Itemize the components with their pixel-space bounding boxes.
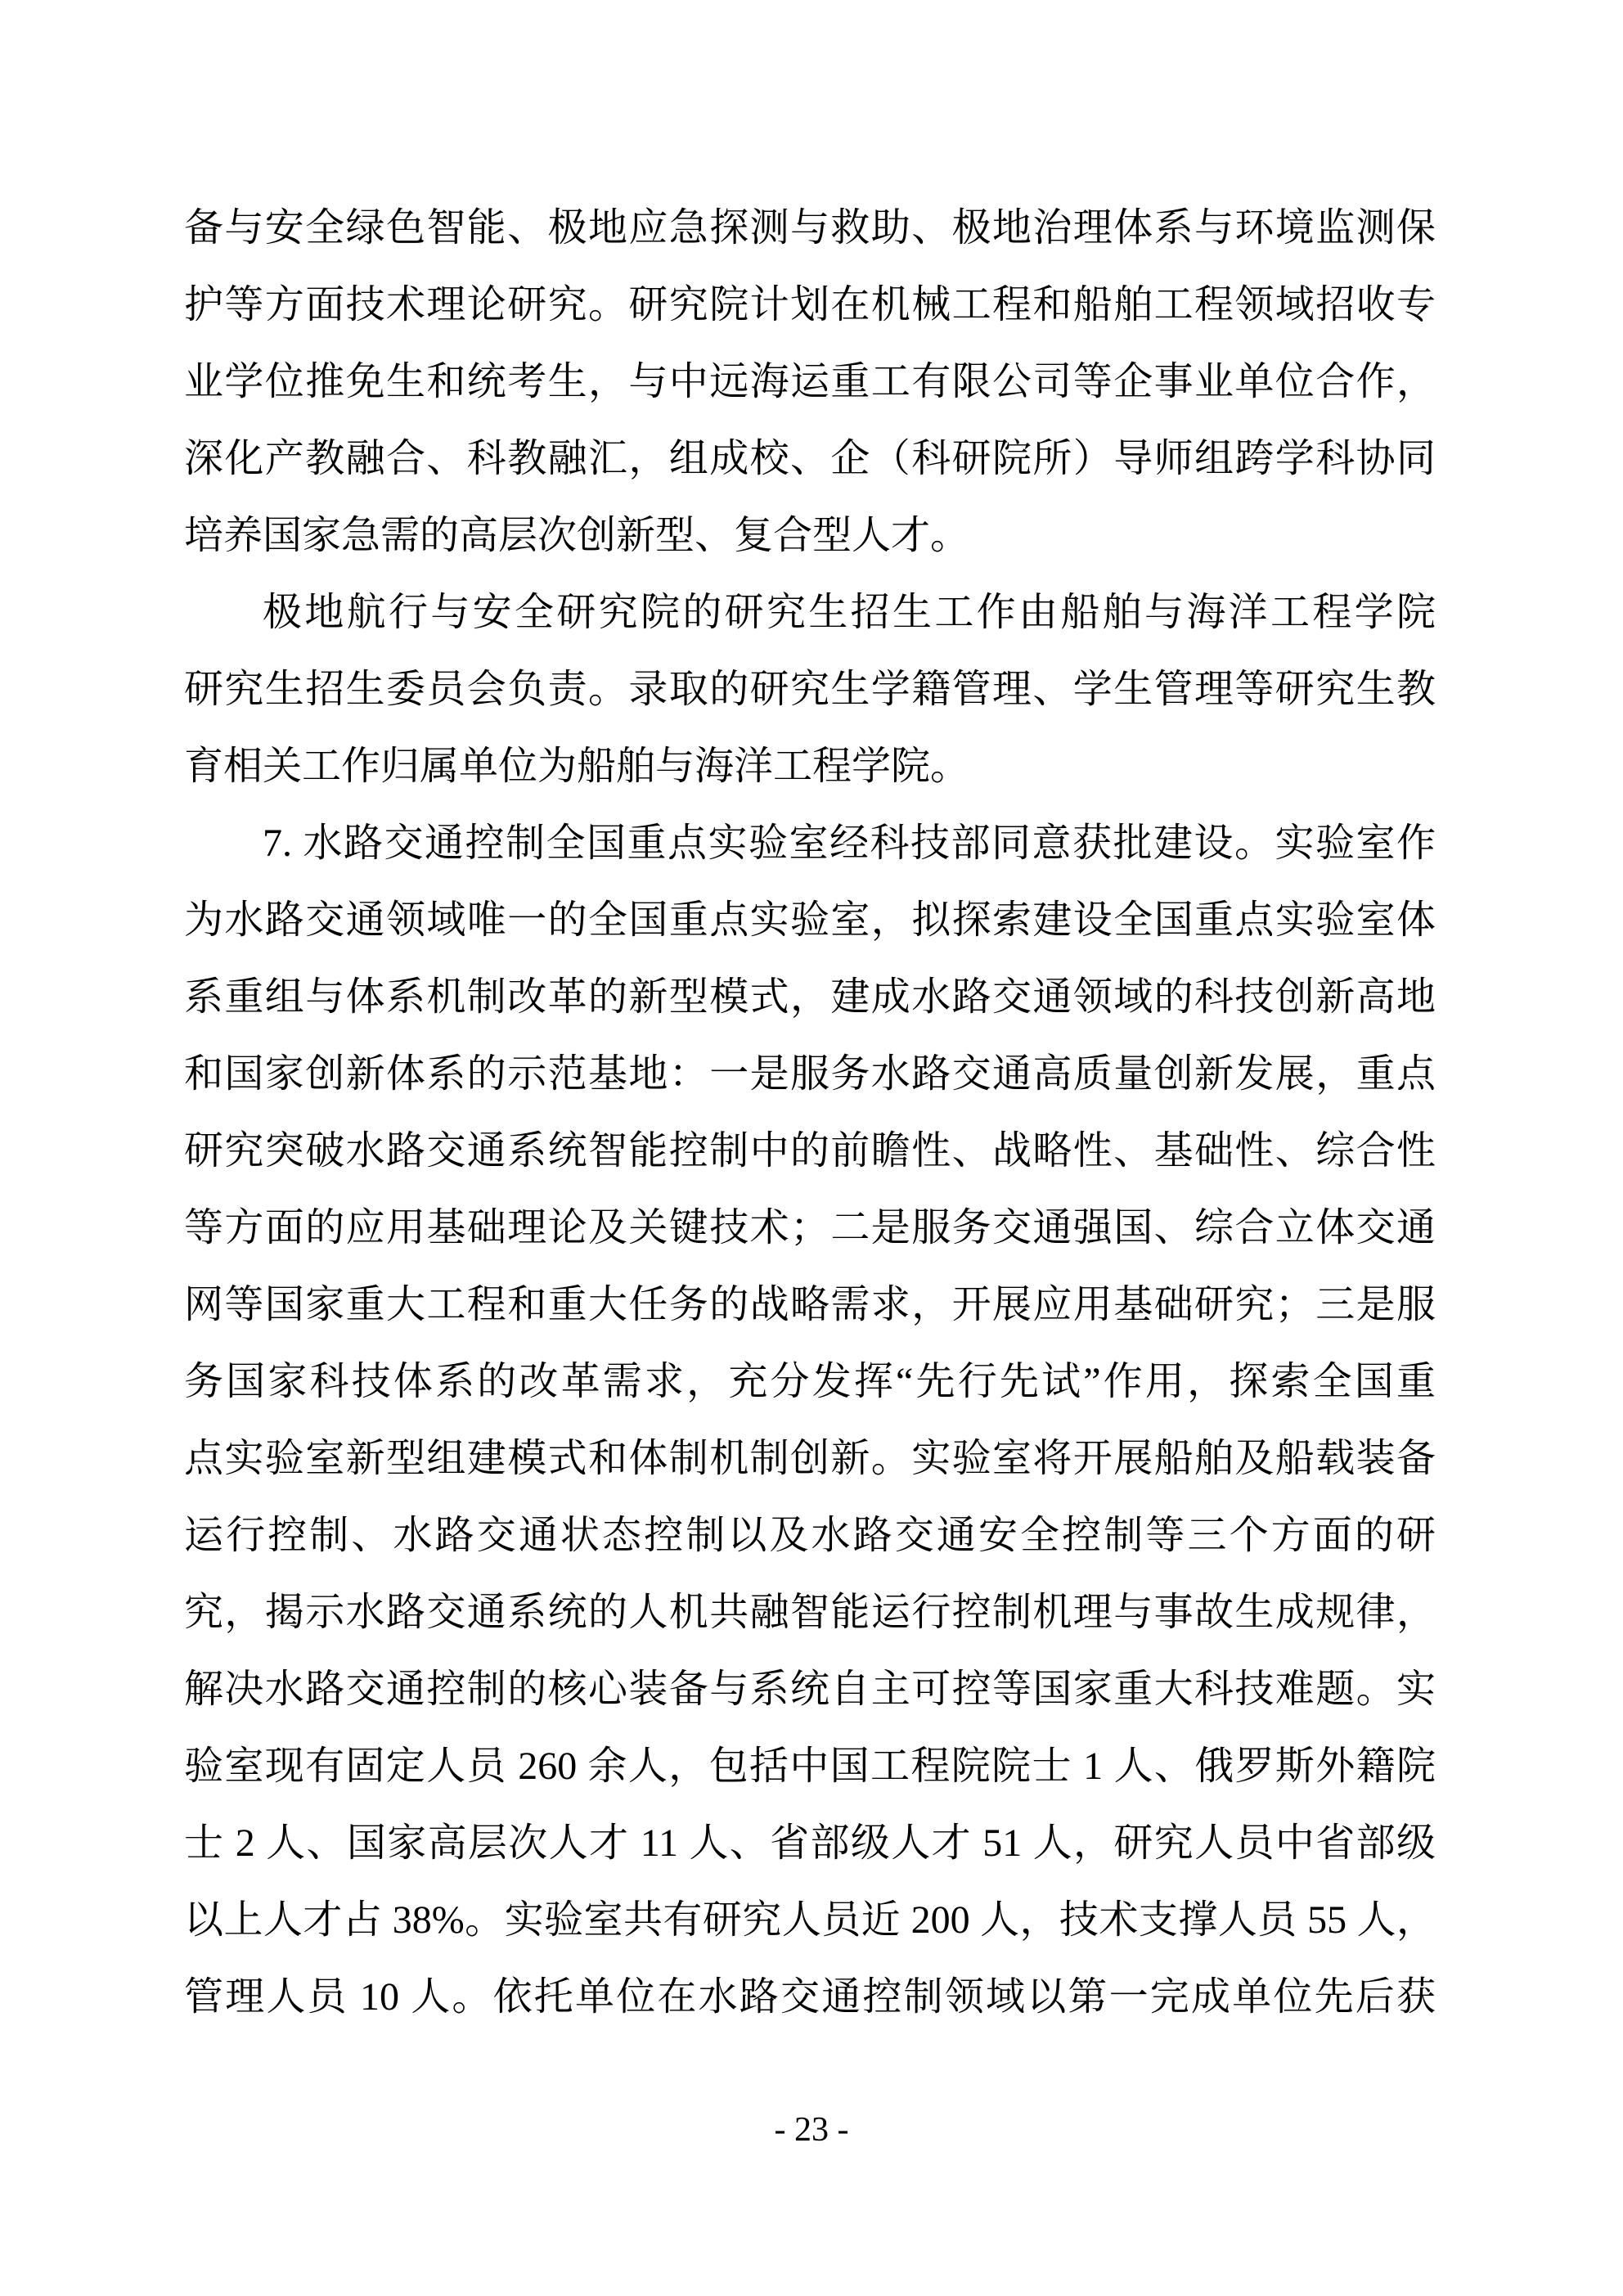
text-line-23: 以上人才占 38%。实验室共有研究人员近 200 人，技术支撑人员 55 人， xyxy=(184,1898,1436,1942)
text-line-20: 解决水路交通控制的核心装备与系统自主可控等国家重大科技难题。实 xyxy=(184,1668,1436,1711)
text-line-3: 业学位推免生和统考生，与中远海运重工有限公司等企事业单位合作， xyxy=(184,360,1436,403)
text-line-6: 极地航行与安全研究院的研究生招生工作由船舶与海洋工程学院 xyxy=(263,591,1436,634)
text-line-5: 培养国家急需的高层次创新型、复合型人才。 xyxy=(184,514,970,557)
text-line-10: 为水路交通领域唯一的全国重点实验室，拟探索建设全国重点实验室体 xyxy=(184,898,1436,942)
page-number: - 23 - xyxy=(774,2111,849,2149)
text-line-13: 研究突破水路交通系统智能控制中的前瞻性、战略性、基础性、综合性 xyxy=(184,1129,1436,1173)
text-line-4: 深化产教融合、科教融汇，组成校、企（科研院所）导师组跨学科协同 xyxy=(184,437,1436,480)
text-line-14: 等方面的应用基础理论及关键技术；二是服务交通强国、综合立体交通 xyxy=(184,1206,1436,1249)
text-line-19: 究，揭示水路交通系统的人机共融智能运行控制机理与事故生成规律， xyxy=(184,1591,1436,1634)
text-line-15: 网等国家重大工程和重大任务的战略需求，开展应用基础研究；三是服 xyxy=(184,1283,1436,1326)
text-line-21: 验室现有固定人员 260 余人，包括中国工程院院士 1 人、俄罗斯外籍院 xyxy=(184,1745,1436,1788)
text-line-16: 务国家科技体系的改革需求，充分发挥“先行先试”作用，探索全国重 xyxy=(184,1360,1436,1403)
text-line-11: 系重组与体系机制改革的新型模式，建成水路交通领域的科技创新高地 xyxy=(184,975,1436,1019)
text-line-12: 和国家创新体系的示范基地：一是服务水路交通高质量创新发展，重点 xyxy=(184,1052,1436,1096)
text-line-18: 运行控制、水路交通状态控制以及水路交通安全控制等三个方面的研 xyxy=(184,1514,1436,1557)
text-line-8: 育相关工作归属单位为船舶与海洋工程学院。 xyxy=(184,745,970,788)
text-line-2: 护等方面技术理论研究。研究院计划在机械工程和船舶工程领域招收专 xyxy=(184,283,1436,326)
text-line-1: 备与安全绿色智能、极地应急探测与救助、极地治理体系与环境监测保 xyxy=(184,206,1436,250)
text-line-24: 管理人员 10 人。依托单位在水路交通控制领域以第一完成单位先后获 xyxy=(184,1975,1436,2019)
text-line-22: 士 2 人、国家高层次人才 11 人、省部级人才 51 人，研究人员中省部级 xyxy=(184,1821,1436,1865)
body-text xyxy=(184,190,1436,2036)
text-line-9: 7. 水路交通控制全国重点实验室经科技部同意获批建设。实验室作 xyxy=(263,822,1436,865)
text-line-17: 点实验室新型组建模式和体制机制创新。实验室将开展船舶及船载装备 xyxy=(184,1437,1436,1480)
text-line-7: 研究生招生委员会负责。录取的研究生学籍管理、学生管理等研究生教 xyxy=(184,668,1436,711)
